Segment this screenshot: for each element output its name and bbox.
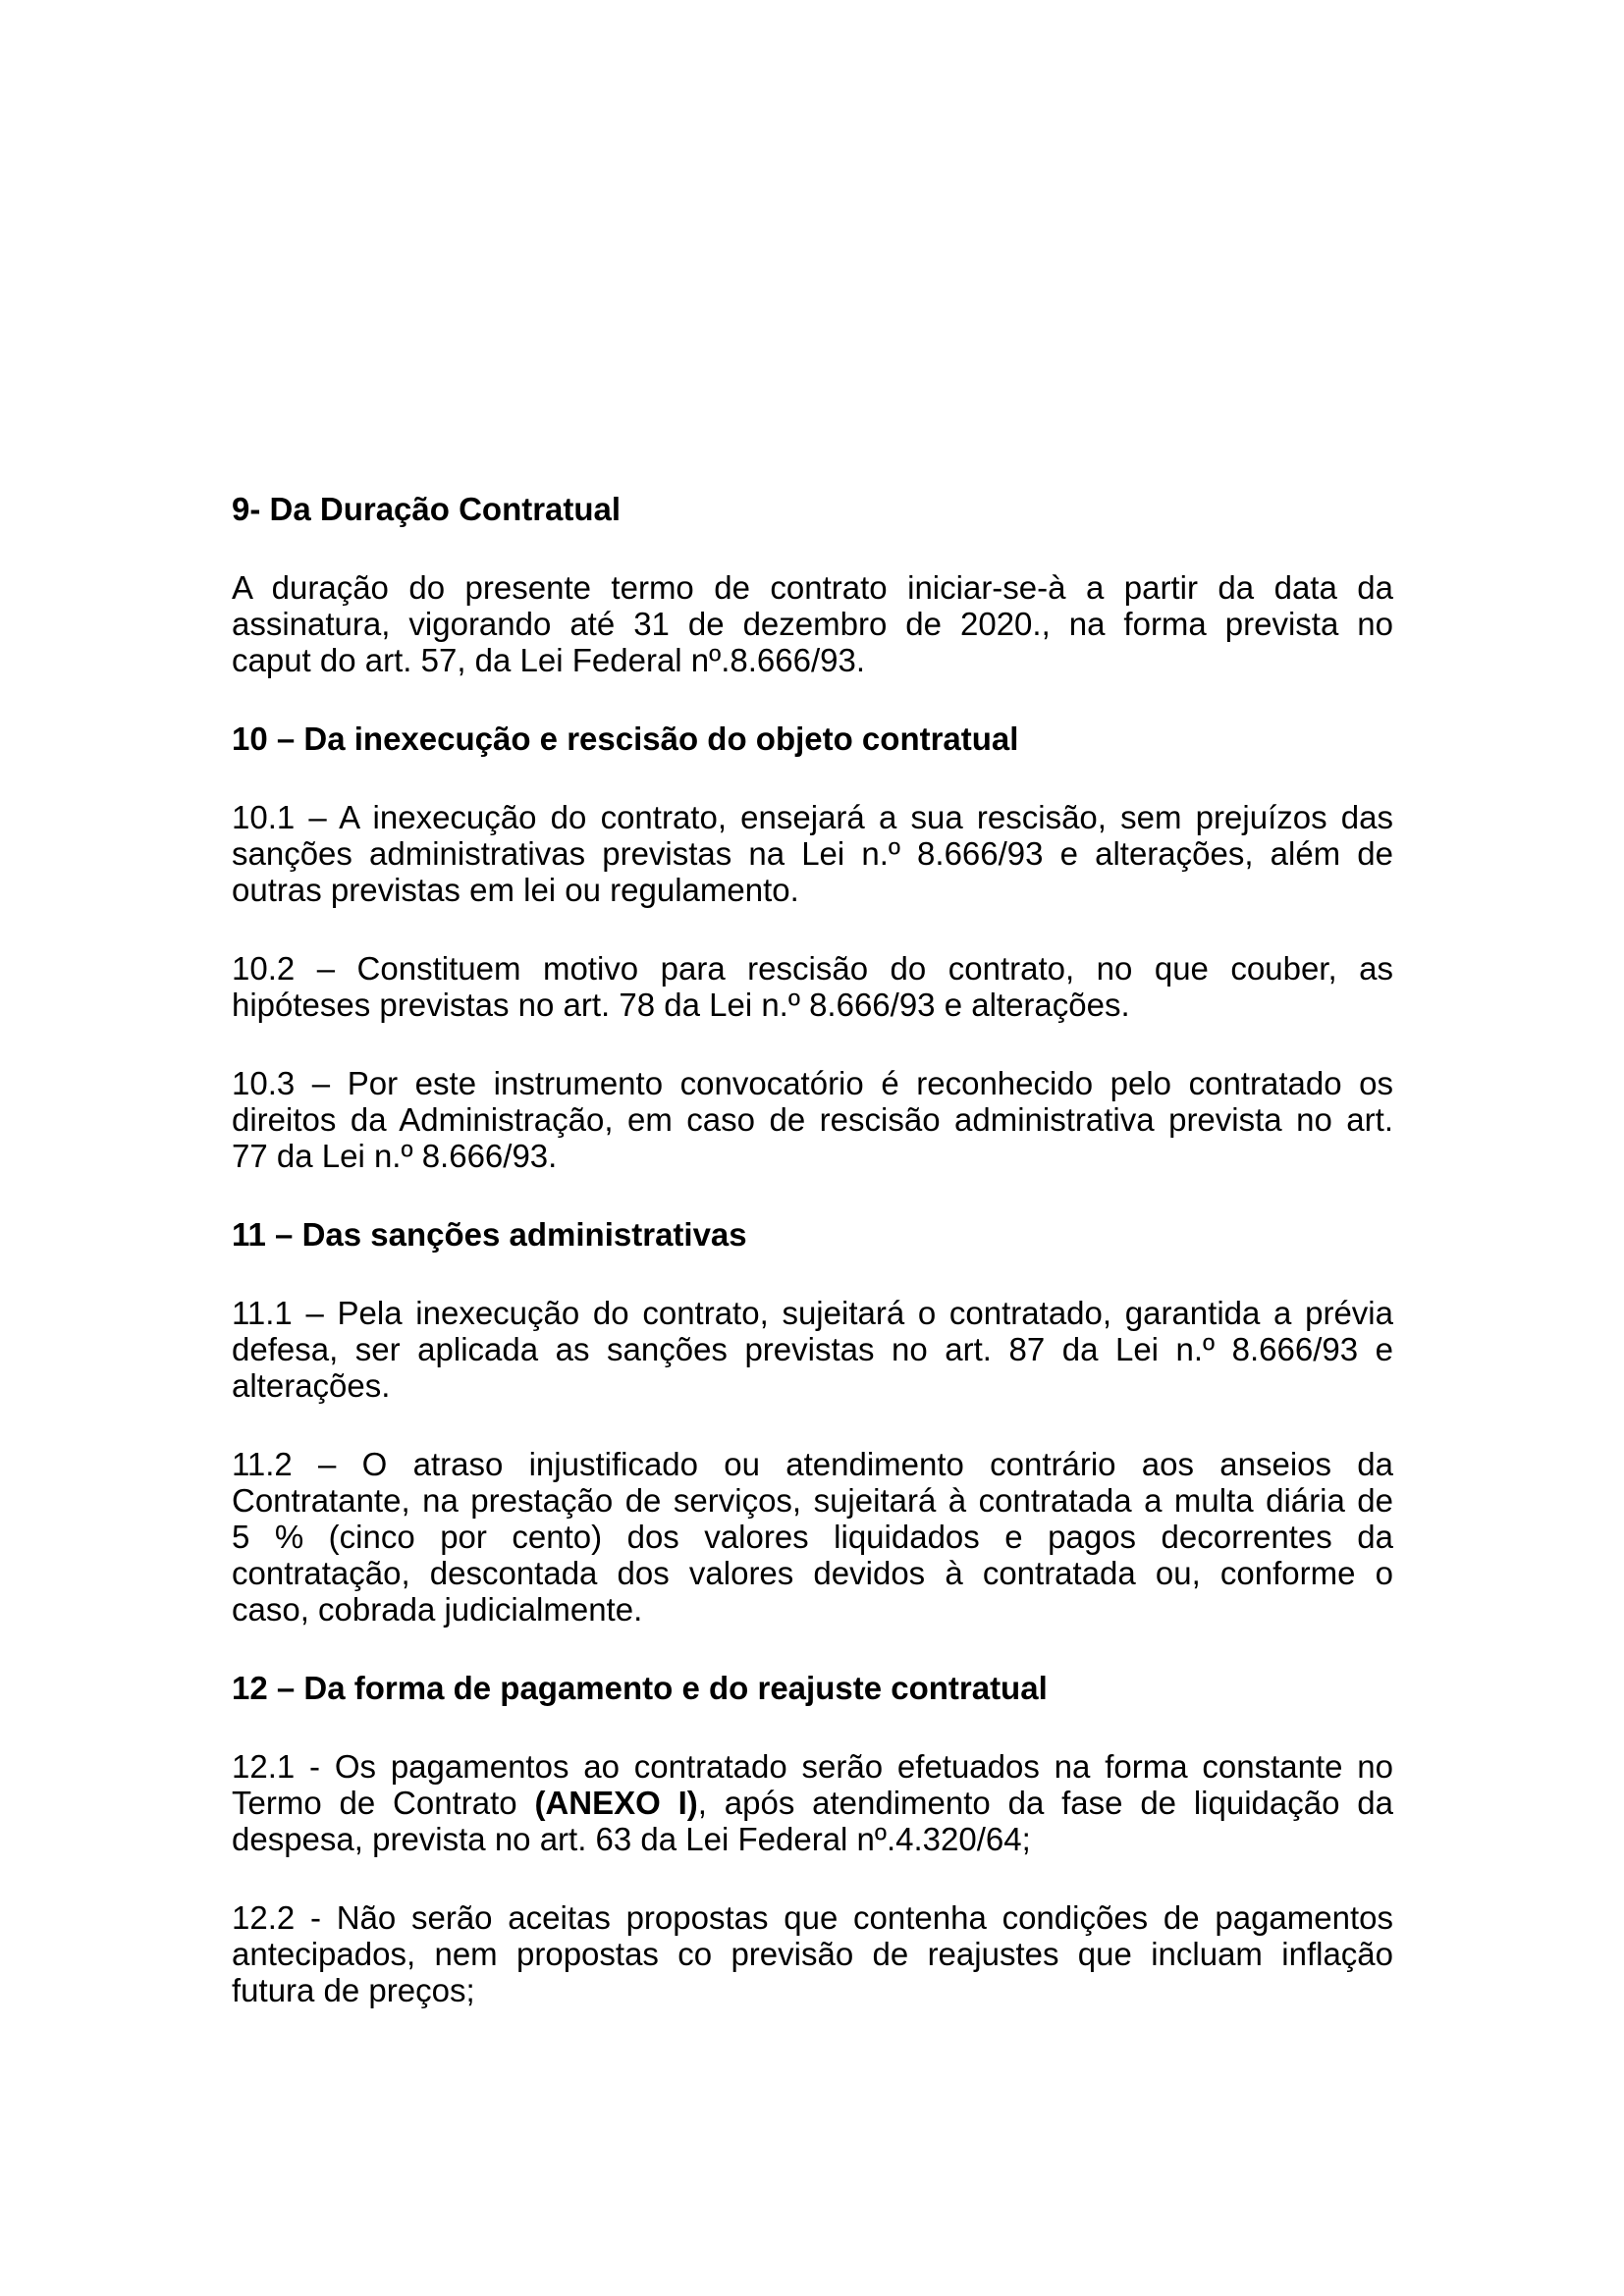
section-10-heading: 10 – Da inexecução e rescisão do objeto contratual	[232, 721, 1019, 757]
clause-10-2	[232, 950, 1393, 1023]
text-line: antecipados, nem propostas co previsão de reajustes que incluam inflação	[232, 1936, 1393, 1972]
text-line: 11.1 – Pela inexecução do contrato, sujeitará o contratado, garantida a prévia	[232, 1295, 1393, 1331]
section-9-paragraph	[232, 569, 1393, 678]
text-line: 10.1 – A inexecução do contrato, ensejará a sua rescisão, sem prejuízos das	[232, 799, 1393, 835]
section-11-heading: 11 – Das sanções administrativas	[232, 1216, 747, 1253]
text-line: despesa, prevista no art. 63 da Lei Federal nº.4.320/64;	[232, 1821, 1031, 1857]
document-content	[232, 491, 1393, 2051]
text-line: 10.2 – Constituem motivo para rescisão do contrato, no que couber, as	[232, 950, 1393, 987]
text-line: 12.2 - Não serão aceitas propostas que contenha condições de pagamentos	[232, 1899, 1393, 1936]
text-line: defesa, ser aplicada as sanções previstas no art. 87 da Lei n.º 8.666/93 e	[232, 1331, 1393, 1367]
text-line: assinatura, vigorando até 31 de dezembro de 2020., na forma prevista no	[232, 606, 1393, 642]
clause-12-1	[232, 1748, 1393, 1857]
clause-11-2	[232, 1446, 1393, 1628]
clause-11-1	[232, 1295, 1393, 1404]
text-line: caput do art. 57, da Lei Federal nº.8.666/93.	[232, 642, 865, 678]
text-line: A duração do presente termo de contrato iniciar-se-à a partir da data da	[232, 569, 1393, 606]
text-line: contratação, descontada dos valores devidos à contratada ou, conforme o	[232, 1555, 1393, 1591]
text-line: Contratante, na prestação de serviços, sujeitará à contratada a multa diária de	[232, 1482, 1393, 1519]
text-line: 10.3 – Por este instrumento convocatório é reconhecido pelo contratado os	[232, 1065, 1393, 1101]
text-line: alterações.	[232, 1367, 391, 1404]
text-line	[232, 1785, 1393, 1821]
text-line: direitos da Administração, em caso de rescisão administrativa prevista no art.	[232, 1101, 1393, 1138]
text-line: caso, cobrada judicialmente.	[232, 1591, 643, 1628]
text-line: 11.2 – O atraso injustificado ou atendimento contrário aos anseios da	[232, 1446, 1393, 1482]
text-line: hipóteses previstas no art. 78 da Lei n.º 8.666/93 e alterações.	[232, 987, 1130, 1023]
text-line: 77 da Lei n.º 8.666/93.	[232, 1138, 558, 1174]
text-segment: , após atendimento da fase de liquidação da	[697, 1785, 1393, 1821]
clause-10-1	[232, 799, 1393, 908]
text-line: 12.1 - Os pagamentos ao contratado serão efetuados na forma constante no	[232, 1748, 1393, 1785]
text-line: outras previstas em lei ou regulamento.	[232, 872, 799, 908]
clause-12-2	[232, 1899, 1393, 2008]
text-segment: Termo de Contrato	[232, 1785, 535, 1821]
section-12-heading: 12 – Da forma de pagamento e do reajuste contratual	[232, 1670, 1048, 1706]
section-9-heading: 9- Da Duração Contratual	[232, 491, 622, 527]
anexo-i-bold-text: (ANEXO I)	[534, 1785, 698, 1821]
text-line: sanções administrativas previstas na Lei n.º 8.666/93 e alterações, além de	[232, 835, 1393, 872]
clause-10-3	[232, 1065, 1393, 1174]
text-line: 5 % (cinco por cento) dos valores liquidados e pagos decorrentes da	[232, 1519, 1393, 1555]
text-line: futura de preços;	[232, 1972, 475, 2008]
